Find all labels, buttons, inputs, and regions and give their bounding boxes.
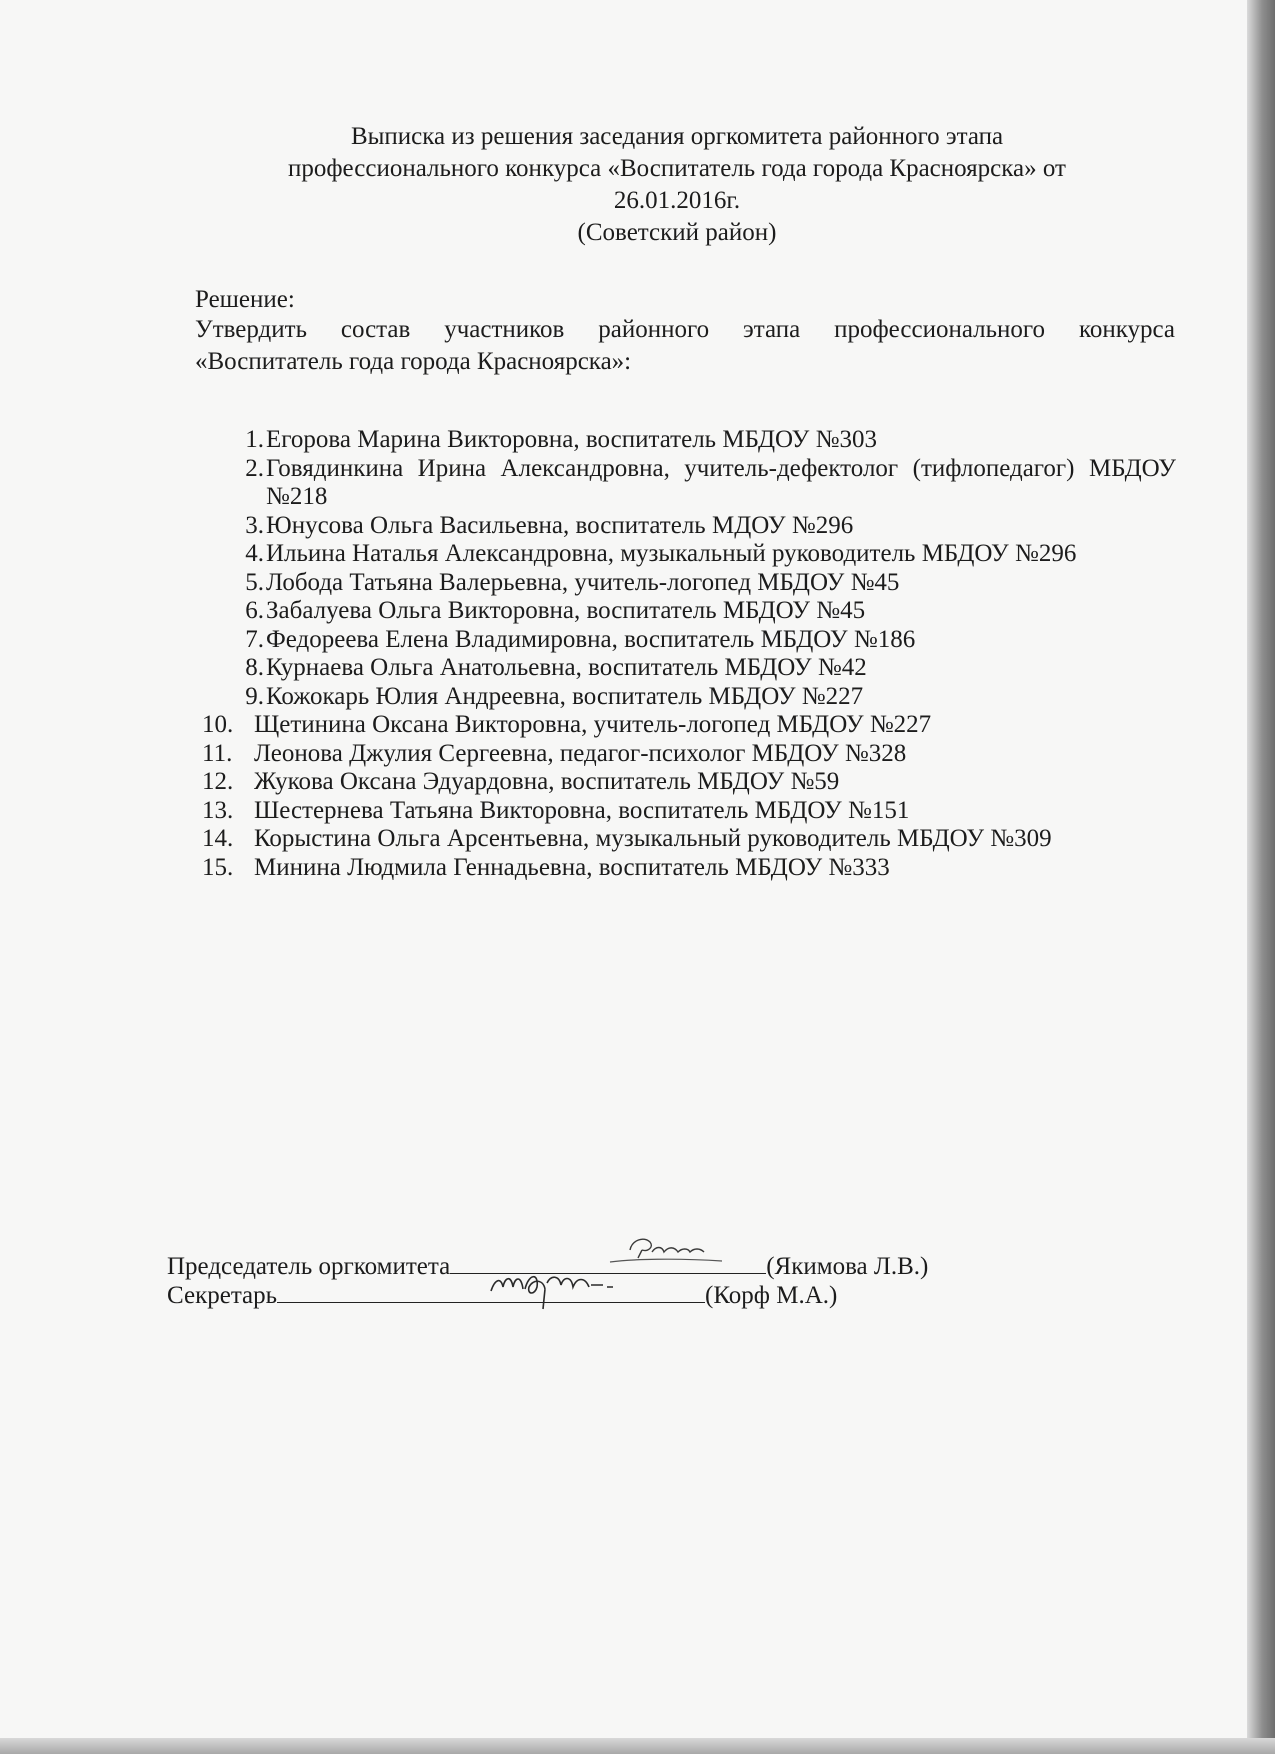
participant-text: Шестернева Татьяна Викторовна, воспитатель МБДОУ №151 — [254, 796, 910, 824]
participant-number: 6. — [245, 597, 264, 624]
participant-number: 1. — [245, 426, 264, 453]
participant-text: Минина Людмила Геннадьевна, воспитатель МБДОУ №333 — [254, 853, 890, 881]
decision-label: Решение: — [195, 286, 295, 313]
chair-signature-row — [167, 1252, 928, 1281]
participant-text: Леонова Джулия Сергеевна, педагог-психолог МБДОУ №328 — [254, 739, 907, 767]
chair-label: Председатель оргкомитета — [167, 1253, 451, 1280]
participant-text: Ильина Наталья Александровна, музыкальный руководитель МБДОУ №296 — [266, 540, 1077, 567]
chair-signature-line — [450, 1253, 766, 1274]
participant-number: 9. — [245, 682, 264, 710]
title-line-4: (Советский район) — [577, 219, 777, 246]
participant-item — [214, 597, 1176, 626]
participant-number: 11. — [202, 739, 233, 767]
participant-item — [214, 626, 1176, 655]
participant-item — [202, 739, 1176, 769]
decision-text-line-1: Утвердить состав участников районного этапа профессионального конкурса — [195, 316, 1175, 343]
participant-item — [202, 711, 1176, 740]
participant-text: Егорова Марина Викторовна, воспитатель МБДОУ №303 — [266, 426, 877, 453]
title-line-1: Выписка из решения заседания оргкомитета районного этапа — [350, 123, 1004, 150]
scan-edge-right — [1247, 0, 1275, 1754]
participant-number: 12. — [202, 768, 234, 795]
title-line-3: 26.01.2016г. — [613, 187, 741, 214]
participant-text: Корыстина Ольга Арсентьевна, музыкальный руководитель МБДОУ №309 — [254, 825, 1052, 852]
title-line-2: профессионального конкурса «Воспитатель года города Красноярска» от — [287, 155, 1066, 182]
participant-number: 14. — [202, 825, 234, 852]
secretary-name: (Корф М.А.) — [705, 1282, 838, 1309]
participant-text: Юнусова Ольга Васильевна, воспитатель МДОУ №296 — [266, 511, 854, 539]
participant-text: Курнаева Ольга Анатольевна, воспитатель МБДОУ №42 — [266, 654, 867, 681]
participant-item — [202, 796, 1176, 826]
participant-text: Щетинина Оксана Викторовна, учитель-логопед МБДОУ №227 — [254, 711, 932, 738]
participant-text: Федореева Елена Владимировна, воспитатель МБДОУ №186 — [266, 625, 916, 653]
participant-number: 7. — [245, 625, 264, 653]
participant-item — [214, 455, 1176, 512]
participant-text: Жукова Оксана Эдуардовна, воспитатель МБДОУ №59 — [254, 768, 840, 795]
participant-number: 15. — [202, 853, 234, 881]
participant-text: Кожокарь Юлия Андреевна, воспитатель МБДОУ №227 — [266, 682, 864, 710]
participant-number: 2. — [245, 454, 264, 482]
participant-text: Лобода Татьяна Валерьевна, учитель-логопед МБДОУ №45 — [266, 568, 900, 596]
scan-edge-bottom — [0, 1738, 1275, 1754]
secretary-label: Секретарь — [167, 1282, 278, 1309]
participant-text: Забалуева Ольга Викторовна, воспитатель МБДОУ №45 — [266, 597, 866, 624]
participant-item — [202, 853, 1176, 883]
participant-item — [214, 426, 1176, 455]
participant-item — [214, 654, 1176, 683]
participant-item — [214, 540, 1176, 569]
participant-number: 3. — [245, 511, 264, 539]
document-title — [212, 121, 1142, 249]
secretary-signature-row — [167, 1281, 928, 1310]
participant-item — [214, 512, 1176, 541]
participant-item — [202, 825, 1176, 854]
decision-text-line-2: «Воспитатель года города Красноярска»: — [195, 348, 632, 375]
participant-number: 13. — [202, 796, 234, 824]
chair-name: (Якимова Л.В.) — [766, 1253, 929, 1280]
participant-item — [202, 768, 1176, 797]
participant-number: 8. — [245, 654, 264, 681]
participant-number: 10. — [202, 711, 234, 738]
participant-text: Говядинкина Ирина Александровна, учитель-дефектолог (тифлопедагог) МБДОУ №218 — [266, 454, 1176, 510]
participants-list — [202, 426, 1176, 882]
decision-text — [195, 314, 1175, 378]
participant-item — [214, 569, 1176, 598]
participant-item — [214, 683, 1176, 712]
secretary-signature-line — [277, 1282, 705, 1303]
signature-block — [167, 1252, 928, 1310]
participant-number: 5. — [245, 568, 264, 596]
participant-number: 4. — [245, 540, 264, 567]
